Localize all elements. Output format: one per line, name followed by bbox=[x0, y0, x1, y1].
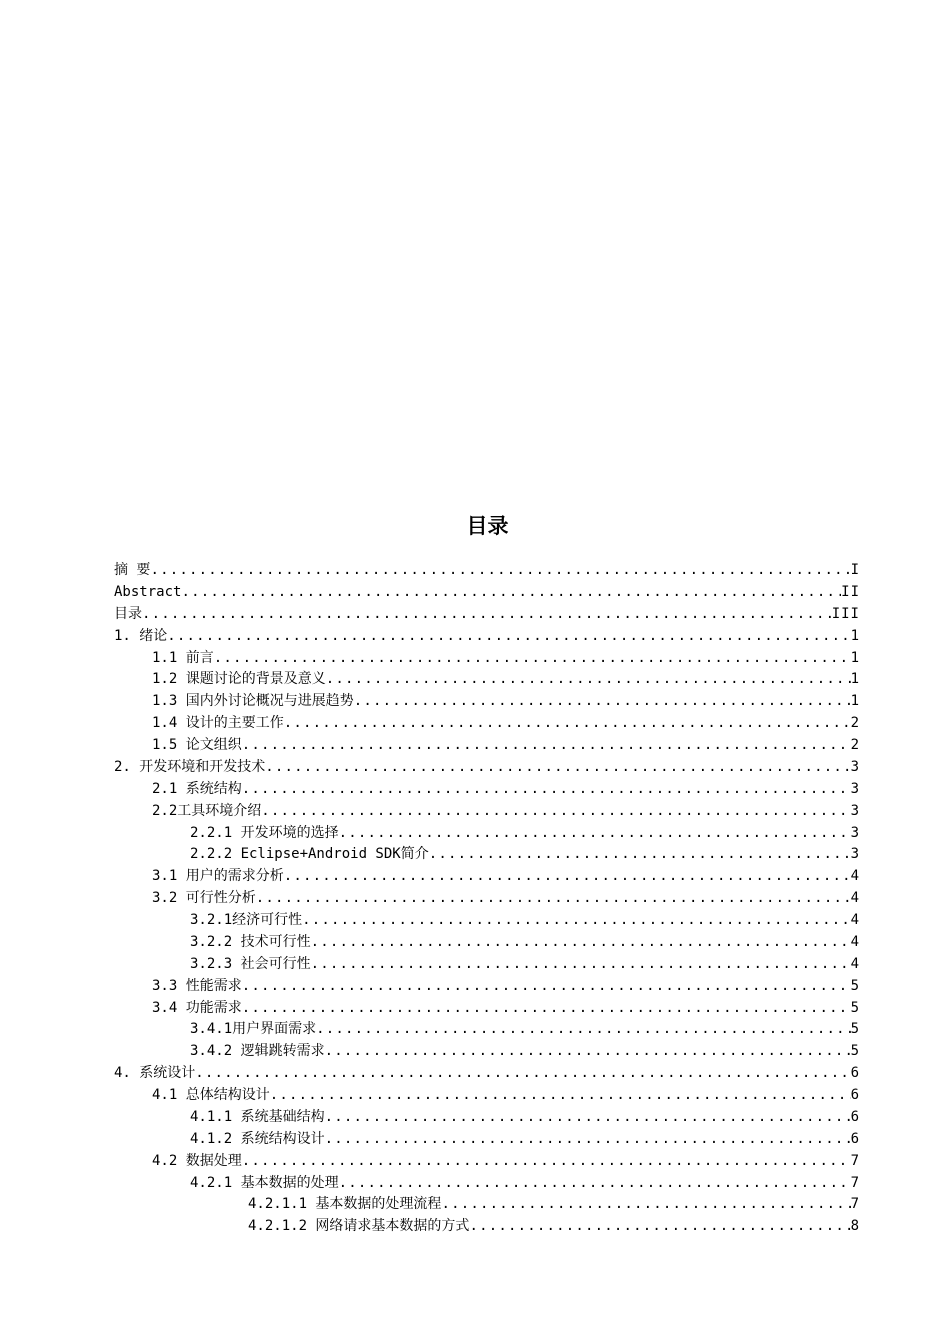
toc-dot-leader bbox=[242, 998, 851, 1020]
toc-entry-title: 2.2.1 开发环境的选择 bbox=[190, 824, 339, 841]
toc-entry[interactable] bbox=[114, 691, 860, 713]
toc-entry-title: 4.1 总体结构设计 bbox=[152, 1087, 270, 1103]
toc-entry-title: 2. 开发环境和开发技术 bbox=[114, 758, 266, 775]
toc-dot-leader bbox=[265, 757, 850, 779]
toc-page-number: 3 bbox=[850, 780, 860, 797]
toc-page-number: 8 bbox=[850, 1218, 860, 1235]
toc-entry-title: 3.2.3 社会可行性 bbox=[190, 955, 311, 972]
toc-entry[interactable] bbox=[114, 1151, 860, 1173]
toc-entry[interactable] bbox=[114, 648, 860, 670]
toc-dot-leader bbox=[354, 691, 851, 713]
toc-dot-leader bbox=[256, 888, 851, 910]
toc-entry-title: 4.1.1 系统基础结构 bbox=[190, 1108, 325, 1125]
toc-entry-title: 1.3 国内外讨论概况与进展趋势 bbox=[152, 693, 354, 710]
toc-page-number: 3 bbox=[850, 802, 860, 819]
toc-dot-leader bbox=[339, 1173, 851, 1195]
toc-entry[interactable] bbox=[114, 998, 860, 1020]
toc-entry[interactable] bbox=[114, 604, 860, 626]
toc-entry[interactable] bbox=[114, 1041, 860, 1063]
toc-dot-leader bbox=[167, 626, 850, 648]
toc-entry-title: 4.2 数据处理 bbox=[152, 1152, 242, 1169]
toc-page-number: 5 bbox=[850, 1043, 860, 1060]
toc-page-number: 2 bbox=[850, 715, 860, 732]
toc-page-number: 5 bbox=[850, 1021, 860, 1038]
toc-page-number: 3 bbox=[850, 758, 860, 775]
toc-entry[interactable] bbox=[114, 801, 860, 823]
toc-entry-title: 1.4 设计的主要工作 bbox=[152, 715, 284, 732]
toc-entry[interactable] bbox=[114, 1173, 860, 1195]
toc-page-number: 4 bbox=[850, 955, 860, 972]
toc-entry-title: 3.4.1用户界面需求 bbox=[190, 1021, 317, 1038]
toc-entry-title: 2.1 系统结构 bbox=[152, 780, 242, 797]
toc-entry-title: 3.4.2 逻辑跳转需求 bbox=[190, 1043, 325, 1060]
toc-page-number: 6 bbox=[850, 1130, 860, 1147]
toc-entry-title: 3.1 用户的需求分析 bbox=[152, 868, 284, 885]
toc-page-number: 1 bbox=[850, 627, 860, 644]
toc-page-number: 1 bbox=[850, 649, 860, 666]
toc-page-number: 5 bbox=[850, 999, 860, 1016]
toc-entry-title: 3.4 功能需求 bbox=[152, 999, 242, 1016]
toc-entry-title: 3.2.2 技术可行性 bbox=[190, 933, 311, 950]
toc-dot-leader bbox=[142, 604, 832, 626]
toc-dot-leader bbox=[311, 932, 851, 954]
toc-entry-title: 3.2.1经济可行性 bbox=[190, 912, 303, 928]
toc-dot-leader bbox=[242, 735, 851, 757]
toc-page-number: 3 bbox=[850, 824, 860, 841]
toc-entry[interactable] bbox=[114, 669, 860, 691]
toc-entry[interactable] bbox=[114, 713, 860, 735]
toc-dot-leader bbox=[284, 866, 851, 888]
toc-dot-leader bbox=[316, 1019, 850, 1041]
toc-page-number: 7 bbox=[850, 1152, 860, 1169]
toc-dot-leader bbox=[150, 560, 850, 582]
toc-entry-title: 2.2.2 Eclipse+Android SDK简介 bbox=[190, 846, 429, 863]
toc-page-number: 6 bbox=[850, 1108, 860, 1125]
toc-dot-leader bbox=[441, 1194, 850, 1216]
toc-entry[interactable] bbox=[114, 779, 860, 801]
toc-entry-title: 4.2.1 基本数据的处理 bbox=[190, 1174, 339, 1191]
toc-title: 目录 bbox=[466, 514, 509, 538]
toc-entry-title: 2.2工具环境介绍 bbox=[152, 802, 262, 819]
toc-dot-leader bbox=[325, 1129, 851, 1151]
toc-dot-leader bbox=[325, 1041, 851, 1063]
toc-dot-leader bbox=[195, 1063, 850, 1085]
toc-entry[interactable] bbox=[114, 954, 860, 976]
toc-entry[interactable] bbox=[114, 735, 860, 757]
toc-dot-leader bbox=[214, 648, 851, 670]
toc-page-number: 4 bbox=[850, 890, 860, 907]
toc-entry-title: 4.1.2 系统结构设计 bbox=[190, 1130, 325, 1147]
toc-entry-title: 4.2.1.1 基本数据的处理流程 bbox=[248, 1196, 442, 1213]
toc-page-number: I bbox=[850, 562, 860, 578]
toc-dot-leader bbox=[469, 1216, 850, 1238]
toc-dot-leader bbox=[325, 1107, 851, 1129]
toc-page-number: III bbox=[831, 605, 860, 622]
toc-page-number: 7 bbox=[850, 1174, 860, 1191]
toc-entry[interactable] bbox=[114, 582, 860, 604]
toc-dot-leader bbox=[339, 823, 851, 845]
toc-page-number: 3 bbox=[850, 846, 860, 863]
toc-entry[interactable] bbox=[114, 626, 860, 648]
toc-dot-leader bbox=[242, 976, 851, 998]
toc-dot-leader bbox=[181, 582, 841, 604]
toc-entry[interactable] bbox=[114, 1063, 860, 1085]
toc-entry[interactable] bbox=[114, 866, 860, 888]
toc-entry[interactable] bbox=[114, 1129, 860, 1151]
toc-entry-title: 1.2 课题讨论的背景及意义 bbox=[152, 671, 326, 688]
toc-page-number: 2 bbox=[850, 737, 860, 753]
toc-page-number: 4 bbox=[850, 912, 860, 928]
toc-dot-leader bbox=[242, 1151, 851, 1173]
toc-page-number: 5 bbox=[850, 977, 860, 994]
toc-page-number: 7 bbox=[850, 1196, 860, 1213]
toc-dot-leader bbox=[284, 713, 851, 735]
toc-entry[interactable] bbox=[114, 823, 860, 845]
toc-entry-title: 摘 要 bbox=[114, 562, 151, 578]
toc-dot-leader bbox=[429, 844, 851, 866]
toc-dot-leader bbox=[261, 801, 850, 823]
toc-dot-leader bbox=[311, 954, 851, 976]
toc-page-number: 4 bbox=[850, 868, 860, 885]
toc-dot-leader bbox=[302, 910, 850, 932]
toc-entry-title: 1.1 前言 bbox=[152, 649, 214, 666]
toc-entry-title: 3.2 可行性分析 bbox=[152, 890, 256, 907]
toc-entry[interactable] bbox=[114, 932, 860, 954]
toc-entry-title: 3.3 性能需求 bbox=[152, 977, 242, 994]
toc-entry-title: 1. 绪论 bbox=[114, 627, 168, 644]
toc-entry[interactable] bbox=[114, 976, 860, 998]
toc-page-number: 6 bbox=[850, 1087, 860, 1103]
toc-entry[interactable] bbox=[114, 1216, 860, 1238]
toc-entry[interactable] bbox=[114, 560, 860, 582]
toc-page-number: 1 bbox=[850, 671, 860, 688]
toc-page-number: II bbox=[841, 583, 860, 600]
toc-entry-title: 1.5 论文组织 bbox=[152, 737, 242, 753]
toc-entry[interactable] bbox=[114, 1194, 860, 1216]
toc-dot-leader bbox=[270, 1085, 851, 1107]
toc-entry[interactable] bbox=[114, 757, 860, 779]
toc-entry-title: 4. 系统设计 bbox=[114, 1065, 196, 1082]
toc-entry[interactable] bbox=[114, 844, 860, 866]
toc-page-number: 6 bbox=[850, 1065, 860, 1082]
toc-entry[interactable] bbox=[114, 1085, 860, 1107]
toc-entry-title: Abstract bbox=[114, 583, 182, 600]
toc-list bbox=[114, 560, 860, 1238]
toc-dot-leader bbox=[242, 779, 851, 801]
toc-entry-title: 4.2.1.2 网络请求基本数据的方式 bbox=[248, 1218, 470, 1235]
toc-page-number: 4 bbox=[850, 933, 860, 950]
toc-entry[interactable] bbox=[114, 910, 860, 932]
toc-entry[interactable] bbox=[114, 1107, 860, 1129]
toc-dot-leader bbox=[326, 669, 851, 691]
toc-entry[interactable] bbox=[114, 1019, 860, 1041]
toc-entry[interactable] bbox=[114, 888, 860, 910]
toc-page-number: 1 bbox=[850, 693, 860, 710]
toc-entry-title: 目录 bbox=[114, 605, 142, 622]
